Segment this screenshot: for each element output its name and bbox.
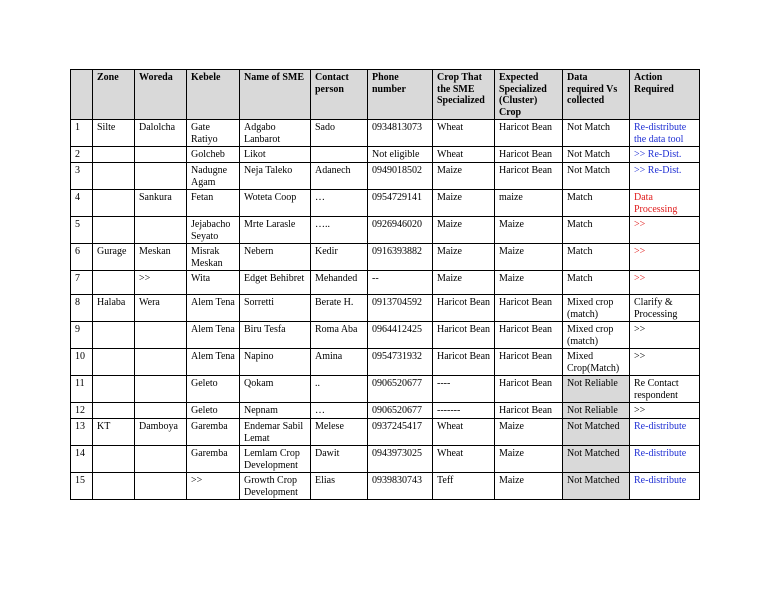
table-row	[71, 217, 700, 244]
table-row	[71, 322, 700, 349]
cell-woreda	[135, 349, 187, 376]
cell-kebele: Garemba	[187, 446, 240, 473]
cell-contact-person: Melese	[311, 419, 368, 446]
cell-sme-name: Growth Crop Development	[240, 473, 311, 500]
cell-crop-specialized: Haricot Bean	[433, 322, 495, 349]
cell-contact-person: Kedir	[311, 244, 368, 271]
cell-row-number: 9	[71, 322, 93, 349]
cell-phone: 0954731932	[368, 349, 433, 376]
cell-zone	[93, 322, 135, 349]
cell-zone	[93, 376, 135, 403]
cell-crop-specialized: Maize	[433, 190, 495, 217]
cell-kebele: Nadugne Agam	[187, 163, 240, 190]
cell-row-number: 4	[71, 190, 93, 217]
cell-phone: 0954729141	[368, 190, 433, 217]
cell-expected-crop: Haricot Bean	[495, 322, 563, 349]
cell-sme-name: Likot	[240, 147, 311, 163]
cell-kebele: Alem Tena	[187, 349, 240, 376]
cell-sme-name: Qokam	[240, 376, 311, 403]
cell-zone	[93, 473, 135, 500]
cell-zone: Gurage	[93, 244, 135, 271]
cell-sme-name: Nebern	[240, 244, 311, 271]
cell-contact-person: Amina	[311, 349, 368, 376]
cell-row-number: 8	[71, 295, 93, 322]
cell-expected-crop: maize	[495, 190, 563, 217]
cell-data-status: Not Match	[563, 147, 630, 163]
table-row	[71, 446, 700, 473]
table-body	[71, 120, 700, 500]
cell-kebele: Wita	[187, 271, 240, 295]
cell-data-status: Not Matched	[563, 473, 630, 500]
cell-action: Re-distribute the data tool	[630, 120, 700, 147]
cell-kebele: Misrak Meskan	[187, 244, 240, 271]
table-row	[71, 419, 700, 446]
cell-sme-name: Edget Behibret	[240, 271, 311, 295]
cell-zone	[93, 446, 135, 473]
cell-zone	[93, 147, 135, 163]
cell-zone	[93, 271, 135, 295]
cell-zone	[93, 349, 135, 376]
cell-row-number: 12	[71, 403, 93, 419]
cell-phone: 0937245417	[368, 419, 433, 446]
cell-expected-crop: Maize	[495, 271, 563, 295]
table-header-row	[71, 70, 700, 120]
cell-phone: 0949018502	[368, 163, 433, 190]
cell-phone: 0926946020	[368, 217, 433, 244]
cell-sme-name: Biru Tesfa	[240, 322, 311, 349]
cell-data-status: Mixed crop (match)	[563, 322, 630, 349]
cell-data-status: Mixed Crop(Match)	[563, 349, 630, 376]
table-row	[71, 403, 700, 419]
cell-crop-specialized: Haricot Bean	[433, 349, 495, 376]
cell-contact-person: Adanech	[311, 163, 368, 190]
cell-zone	[93, 217, 135, 244]
cell-sme-name: Adgabo Lanbarot	[240, 120, 311, 147]
cell-kebele: Golcheb	[187, 147, 240, 163]
header-kebele: Kebele	[187, 70, 240, 120]
cell-data-status: Match	[563, 244, 630, 271]
cell-sme-name: Nepnam	[240, 403, 311, 419]
cell-crop-specialized: Maize	[433, 217, 495, 244]
cell-action: Re-distribute	[630, 419, 700, 446]
cell-action: >>	[630, 217, 700, 244]
cell-action: Clarify & Processing	[630, 295, 700, 322]
cell-kebele: Jejabacho Seyato	[187, 217, 240, 244]
cell-action: >>	[630, 271, 700, 295]
cell-data-status: Not Match	[563, 120, 630, 147]
cell-woreda	[135, 376, 187, 403]
cell-data-status: Match	[563, 217, 630, 244]
cell-expected-crop: Maize	[495, 446, 563, 473]
cell-contact-person: Mehanded	[311, 271, 368, 295]
sme-data-table	[70, 69, 700, 500]
cell-woreda	[135, 322, 187, 349]
cell-action: >>	[630, 403, 700, 419]
cell-woreda	[135, 446, 187, 473]
cell-data-status: Not Match	[563, 163, 630, 190]
cell-data-status: Not Matched	[563, 446, 630, 473]
cell-row-number: 1	[71, 120, 93, 147]
cell-expected-crop: Haricot Bean	[495, 295, 563, 322]
cell-woreda: Sankura	[135, 190, 187, 217]
cell-sme-name: Endemar Sabil Lemat	[240, 419, 311, 446]
cell-action: Re-distribute	[630, 446, 700, 473]
cell-woreda: >>	[135, 271, 187, 295]
cell-crop-specialized: Maize	[433, 163, 495, 190]
table-row	[71, 120, 700, 147]
cell-phone: 0913704592	[368, 295, 433, 322]
table-row	[71, 147, 700, 163]
cell-phone: 0906520677	[368, 403, 433, 419]
cell-woreda	[135, 217, 187, 244]
cell-zone: Silte	[93, 120, 135, 147]
cell-action: Re Contact respondent	[630, 376, 700, 403]
cell-crop-specialized: Wheat	[433, 120, 495, 147]
cell-contact-person: Berate H.	[311, 295, 368, 322]
cell-phone: --	[368, 271, 433, 295]
header-expected-crop: Expected Specialized (Cluster) Crop	[495, 70, 563, 120]
cell-action: >> Re-Dist.	[630, 163, 700, 190]
cell-data-status: Not Matched	[563, 419, 630, 446]
cell-zone	[93, 163, 135, 190]
cell-crop-specialized: Wheat	[433, 419, 495, 446]
cell-phone: 0906520677	[368, 376, 433, 403]
cell-zone: Halaba	[93, 295, 135, 322]
header-phone: Phone number	[368, 70, 433, 120]
cell-kebele: Garemba	[187, 419, 240, 446]
cell-action: >>	[630, 349, 700, 376]
cell-action: Re-distribute	[630, 473, 700, 500]
header-sme-name: Name of SME	[240, 70, 311, 120]
table-row	[71, 244, 700, 271]
cell-expected-crop: Haricot Bean	[495, 376, 563, 403]
cell-action: >>	[630, 244, 700, 271]
table-row	[71, 271, 700, 295]
cell-sme-name: Woteta Coop	[240, 190, 311, 217]
header-data-status: Data required Vs collected	[563, 70, 630, 120]
cell-expected-crop: Maize	[495, 473, 563, 500]
cell-kebele: Gate Ratiyo	[187, 120, 240, 147]
cell-expected-crop: Haricot Bean	[495, 120, 563, 147]
cell-crop-specialized: Wheat	[433, 147, 495, 163]
cell-contact-person: Roma Aba	[311, 322, 368, 349]
cell-contact-person: ..	[311, 376, 368, 403]
header-action: Action Required	[630, 70, 700, 120]
table-row	[71, 349, 700, 376]
cell-row-number: 5	[71, 217, 93, 244]
cell-row-number: 11	[71, 376, 93, 403]
cell-contact-person: …	[311, 190, 368, 217]
cell-woreda	[135, 403, 187, 419]
table-row	[71, 295, 700, 322]
cell-crop-specialized: Maize	[433, 244, 495, 271]
cell-row-number: 14	[71, 446, 93, 473]
cell-phone: 0943973025	[368, 446, 433, 473]
cell-woreda	[135, 163, 187, 190]
cell-kebele: Geleto	[187, 376, 240, 403]
cell-woreda	[135, 147, 187, 163]
cell-contact-person: Elias	[311, 473, 368, 500]
header-index	[71, 70, 93, 120]
cell-kebele: Alem Tena	[187, 322, 240, 349]
header-crop-specialized: Crop That the SME Specialized	[433, 70, 495, 120]
cell-crop-specialized: Wheat	[433, 446, 495, 473]
cell-contact-person: …..	[311, 217, 368, 244]
cell-crop-specialized: -------	[433, 403, 495, 419]
cell-zone	[93, 190, 135, 217]
cell-phone: Not eligible	[368, 147, 433, 163]
cell-row-number: 10	[71, 349, 93, 376]
cell-sme-name: Sorretti	[240, 295, 311, 322]
cell-data-status: Match	[563, 271, 630, 295]
cell-expected-crop: Maize	[495, 217, 563, 244]
cell-data-status: Mixed crop (match)	[563, 295, 630, 322]
cell-contact-person: Dawit	[311, 446, 368, 473]
cell-data-status: Not Reliable	[563, 403, 630, 419]
table-row	[71, 190, 700, 217]
cell-contact-person: …	[311, 403, 368, 419]
cell-expected-crop: Haricot Bean	[495, 163, 563, 190]
cell-phone: 0934813073	[368, 120, 433, 147]
cell-row-number: 3	[71, 163, 93, 190]
cell-phone: 0939830743	[368, 473, 433, 500]
cell-zone: KT	[93, 419, 135, 446]
cell-kebele: Alem Tena	[187, 295, 240, 322]
cell-crop-specialized: Maize	[433, 271, 495, 295]
table-row	[71, 163, 700, 190]
cell-action: Data Processing	[630, 190, 700, 217]
cell-expected-crop: Maize	[495, 419, 563, 446]
cell-row-number: 2	[71, 147, 93, 163]
cell-kebele: >>	[187, 473, 240, 500]
cell-expected-crop: Haricot Bean	[495, 349, 563, 376]
cell-zone	[93, 403, 135, 419]
table-row	[71, 473, 700, 500]
cell-phone: 0964412425	[368, 322, 433, 349]
cell-sme-name: Napino	[240, 349, 311, 376]
cell-woreda: Wera	[135, 295, 187, 322]
header-contact-person: Contact person	[311, 70, 368, 120]
cell-sme-name: Neja Taleko	[240, 163, 311, 190]
header-woreda: Woreda	[135, 70, 187, 120]
cell-expected-crop: Maize	[495, 244, 563, 271]
cell-action: >>	[630, 322, 700, 349]
cell-expected-crop: Haricot Bean	[495, 403, 563, 419]
cell-data-status: Not Reliable	[563, 376, 630, 403]
cell-row-number: 13	[71, 419, 93, 446]
cell-row-number: 6	[71, 244, 93, 271]
cell-woreda: Meskan	[135, 244, 187, 271]
cell-sme-name: Mrte Larasle	[240, 217, 311, 244]
header-zone: Zone	[93, 70, 135, 120]
cell-row-number: 15	[71, 473, 93, 500]
cell-data-status: Match	[563, 190, 630, 217]
cell-contact-person	[311, 147, 368, 163]
cell-contact-person: Sado	[311, 120, 368, 147]
cell-woreda: Damboya	[135, 419, 187, 446]
cell-expected-crop: Haricot Bean	[495, 147, 563, 163]
cell-crop-specialized: Haricot Bean	[433, 295, 495, 322]
cell-kebele: Fetan	[187, 190, 240, 217]
cell-kebele: Geleto	[187, 403, 240, 419]
cell-woreda	[135, 473, 187, 500]
cell-row-number: 7	[71, 271, 93, 295]
cell-woreda: Dalolcha	[135, 120, 187, 147]
table-row	[71, 376, 700, 403]
cell-crop-specialized: Teff	[433, 473, 495, 500]
cell-phone: 0916393882	[368, 244, 433, 271]
cell-crop-specialized: ----	[433, 376, 495, 403]
cell-sme-name: Lemlam Crop Development	[240, 446, 311, 473]
cell-action: >> Re-Dist.	[630, 147, 700, 163]
